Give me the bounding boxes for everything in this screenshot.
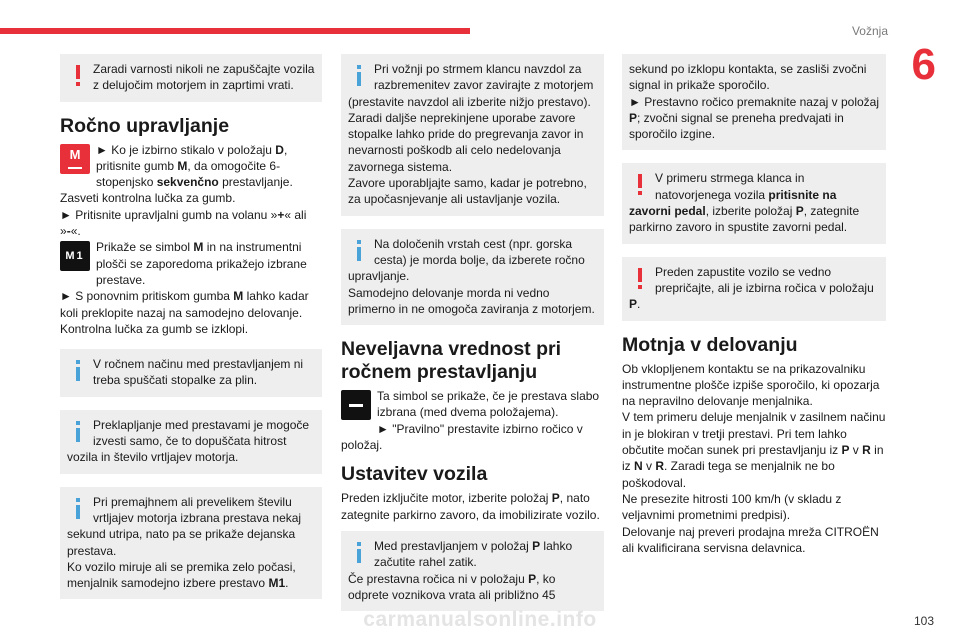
info-box: Med prestavljanjem v položaj P lahko začutite rahel zatik. Če prestavna ročica ni v položaju P, ko odprete voznikova vrata ali približno 45 bbox=[341, 531, 604, 611]
warning-box: V primeru strmega klanca in natovorjenega vozila pritisnite na zavorni pedal, izberite položaj P, zategnite parkirno zavoro in spustite zavorni pedal. bbox=[622, 163, 886, 243]
section-title: Vožnja bbox=[851, 24, 888, 38]
paragraph: Kontrolna lučka za gumb se izklopi. bbox=[60, 321, 249, 336]
header-accent-bar bbox=[0, 28, 470, 34]
info-box-continued: sekund po izklopu kontakta, se zasliši zvočni signal in prikaže sporočilo. ► Prestavno ročico premaknite nazaj v položaj P; zvočni signal se preneha predvajati in sporočilo izgine. bbox=[622, 54, 886, 150]
paragraph: ► Pritisnite upravljalni gumb na volanu »+« ali »-«. bbox=[60, 207, 307, 239]
watermark: carmanualsonline.info bbox=[363, 608, 597, 631]
stopping-text: Preden izključite motor, izberite položaj P, nato zategnite parkirno zavoro, da imobilizirate vozilo. bbox=[341, 491, 600, 522]
info-icon bbox=[67, 356, 91, 382]
column-middle bbox=[341, 54, 604, 624]
column-left bbox=[60, 54, 322, 612]
warning-box: Preden zapustite vozilo se vedno prepričajte, ali je izbirna ročica v položaju P. bbox=[622, 257, 886, 321]
warning-text: Zaradi varnosti nikoli ne zapuščajte vozila z delujočim motorjem in zaprtimi vrati. bbox=[93, 62, 315, 93]
heading-manual-control: Ročno upravljanje bbox=[60, 114, 230, 137]
heading-invalid-value: Neveljavna vrednost pri ročnem prestavljanju bbox=[341, 338, 562, 384]
info-icon bbox=[348, 538, 372, 564]
heading-malfunction: Motnja v delovanju bbox=[622, 333, 798, 356]
info-box: Pri premajhnem ali prevelikem številu vrtljajev motorja izbrana prestava nekaj sekund utripa, nato pa se prikaže dejanska prestava. Ko vozilo miruje ali se premika zelo počasi, menjalnik samodejno izbere prestavo M1. bbox=[60, 487, 322, 600]
warning-icon bbox=[67, 61, 91, 87]
paragraph: ► S ponovnim pritiskom gumba M lahko kadar koli preklopite nazaj na samodejno delovanje. bbox=[60, 289, 309, 320]
info-icon bbox=[348, 61, 372, 87]
malfunction-text: Ob vklopljenem kontaktu se na prikazovalniku instrumentne plošče izpiše sporočilo, ki opozarja na nepravilno delovanje menjalnika. V tem primeru deluje menjalnik v zasilnem načinu in je blokiran v tretji prestavi. Pri tem lahko občutite močan sunek pri prestavljanju iz P v R in iz N v R. Zaradi tega se menjalnik ne bo poškodoval. Ne presezite hitrosti 100 km/h (v skladu z veljavnimi prometnimi predpisi). Delovanje naj preveri prodajna mreža CITROËN ali kvalificirana servisna delavnica. bbox=[622, 361, 886, 555]
paragraph: M1 Prikaže se simbol M in na instrumentni plošči se zaporedoma prikažejo izbrane prestave. bbox=[60, 239, 322, 288]
info-box: Na določenih vrstah cest (npr. gorska cesta) je morda bolje, da izberete ročno upravljanje. Samodejno delovanje morda ni vedno primerno in ne omogoča zaviranja z motorjem. bbox=[341, 229, 604, 325]
heading-stopping-vehicle: Ustavitev vozila bbox=[341, 463, 488, 486]
info-icon bbox=[67, 494, 91, 520]
m1-display-symbol-icon: M1 bbox=[60, 241, 90, 271]
info-icon bbox=[67, 417, 91, 443]
info-box: Preklapljanje med prestavami je mogoče izvesti samo, če to dopuščata hitrost vozila in število vrtljajev motorja. bbox=[60, 410, 322, 474]
info-icon bbox=[348, 236, 372, 262]
invalid-gear-symbol-icon bbox=[341, 390, 371, 420]
paragraph: Zasveti kontrolna lučka za gumb. bbox=[60, 191, 236, 206]
invalid-value-text: Ta simbol se prikaže, če je prestava slabo izbrana (med dvema položajema). ► "Pravilno" prestavite izbirno ročico v položaj. bbox=[341, 389, 600, 453]
warning-icon bbox=[629, 264, 653, 290]
column-right bbox=[622, 54, 886, 556]
warning-icon bbox=[629, 170, 653, 196]
chapter-number: 6 bbox=[911, 40, 936, 89]
warning-box bbox=[60, 54, 322, 102]
info-box: V ročnem načinu med prestavljanjem ni treba spuščati stopalke za plin. bbox=[60, 349, 322, 397]
page-number: 103 bbox=[913, 614, 934, 628]
m-button-symbol-icon: M bbox=[60, 144, 90, 174]
info-box: Pri vožnji po strmem klancu navzdol za razbremenitev zavor zavirajte z motorjem (prestavite navzdol ali izberite nižjo prestavo). Zaradi daljše neprekinjene uporabe zavore stopalke lahko pride do pregrevanja zavor in nevarnosti poškodb ali celo nedelovanja zavornega sistema. Zavore uporabljajte samo, kadar je potrebno, za upočasnjevanje ali ustavljanje vozila. bbox=[341, 54, 604, 216]
manual-control-text: M ► Ko je izbirno stikalo v položaju D, pritisnite gumb M, da omogočite 6-stopenjsko sekvenčno prestavljanje. Zasveti kontrolna lučka za gumb. ► Pritisnite upravljalni gumb na volanu »+« ali »-«. M1 Prikaže se simbol M in na instrumentni plošči se zaporedoma prikažejo izbrane prestave. ► S ponovnim pritiskom gumba M lahko kadar koli preklopite nazaj na samodejno delovanje. Kontrolna lučka za gumb se izklopi. bbox=[60, 142, 322, 338]
